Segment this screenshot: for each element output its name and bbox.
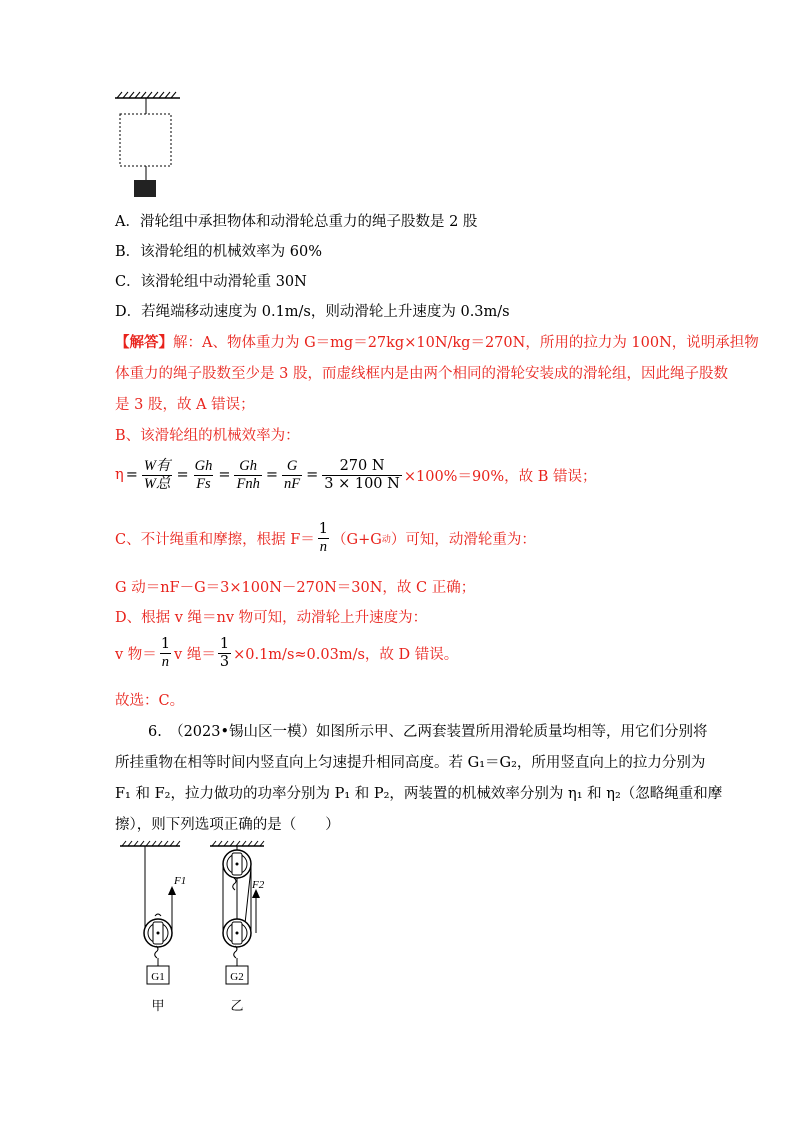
f2-label: F2: [252, 879, 265, 891]
pulley-box-figure: [110, 88, 190, 200]
answer-line-a1: [115, 331, 759, 352]
answer-line-a3: 是 3 股，故 A 错误；: [115, 397, 255, 413]
line-c-post: （G+G: [332, 531, 382, 548]
n: n: [319, 538, 327, 555]
g: G: [286, 458, 298, 474]
three: 3: [219, 653, 230, 670]
line-c-end: ）可知，动滑轮重为：: [390, 531, 536, 548]
line-c-pre: C、不计绳重和摩擦，根据 F＝: [115, 531, 315, 548]
answer-line-c: [115, 521, 536, 555]
answer-tag: 【解答】: [115, 334, 173, 351]
answer-line-d2: [115, 636, 458, 670]
line-d2-pre: v 物＝: [115, 646, 157, 663]
f1-label: F1: [174, 875, 187, 887]
pulley-figures: [112, 838, 312, 1016]
line-d2-mid: v 绳＝: [174, 646, 216, 663]
d300: 3 × 100 N: [324, 475, 400, 492]
answer-line-c2: G 动＝nF－G＝3×100N－270N＝30N，故 C 正确；: [115, 580, 476, 596]
n-2: n: [161, 653, 170, 670]
yi-label: 乙: [230, 999, 244, 1014]
answer-line-b: B、该滑轮组的机械效率为：: [115, 428, 300, 444]
line-d2-end: ×0.1m/s≈0.03m/s，故 D 错误。: [233, 646, 459, 663]
answer-text-a1: 解：A、物体重力为 G＝mg＝27kg×10N/kg＝270N，所用的拉力为 100N，说明承担物: [173, 335, 759, 351]
frac-gh-fs: [193, 458, 215, 492]
answer-final: 故选：C。: [115, 693, 185, 709]
option-c: C．该滑轮组中动滑轮重 30N: [115, 274, 307, 290]
option-d: D．若绳端移动速度为 0.1m/s，则动滑轮上升速度为 0.3m/s: [115, 304, 510, 320]
frac-gh-fnh: [234, 458, 261, 492]
g1-label: G1: [151, 971, 165, 983]
frac-w: [142, 458, 173, 492]
eta-symbol: η: [115, 467, 124, 484]
q6-line1: 6. （2023•锡山区一模）如图所示甲、乙两套装置所用滑轮质量均相等，用它们分别将: [148, 724, 708, 740]
g2-label: G2: [230, 971, 244, 983]
frac-one-three: [218, 636, 231, 670]
eq-end: ×100%＝90%，故 B 错误；: [403, 468, 597, 485]
frac-270: [322, 458, 402, 492]
one: 1: [318, 521, 328, 537]
q6-line2: 所挂重物在相等时间内竖直向上匀速提升相同高度。若 G₁＝G₂，所用竖直向上的拉力分别为: [115, 755, 706, 771]
frac-one-n: [317, 521, 330, 555]
answer-line-d: D、根据 v 绳＝nv 物可知，动滑轮上升速度为：: [115, 610, 428, 626]
efficiency-formula: η = $\frac{\text{W有}}{\text{W总}}$ = $\frac{Gh}{Fs}$ = $\frac{Gh}{\text{Fnh}}$ = $\frac{G}{nF}$ = $\frac{270 N}{3 \times 100 N}$ ×100%＝90%，故 B 错误；: [115, 458, 597, 492]
frac-one-n-2: [159, 636, 172, 670]
gh-2: Gh: [239, 458, 258, 474]
fs: Fs: [196, 475, 211, 492]
one-2: 1: [160, 636, 171, 652]
w-you: W有: [143, 458, 171, 474]
gh: Gh: [194, 458, 213, 474]
one-3: 1: [219, 636, 230, 652]
q6-line3: F₁ 和 F₂，拉力做功的功率分别为 P₁ 和 P₂，两装置的机械效率分别为 η₁ 和 η₂（忽略绳重和摩: [115, 786, 723, 802]
w-zong: W总: [143, 475, 171, 492]
jia-label: 甲: [151, 999, 165, 1014]
answer-line-a2: 体重力的绳子股数至少是 3 股，而虚线框内是由两个相同的滑轮安装成的滑轮组，因此绳子股数: [115, 366, 728, 382]
frac-g-nf: [282, 458, 302, 492]
fnh: Fnh: [236, 475, 260, 492]
option-b: B．该滑轮组的机械效率为 60%: [115, 244, 322, 260]
nf: nF: [284, 475, 301, 492]
option-a: A．滑轮组中承担物体和动滑轮总重力的绳子股数是 2 股: [115, 214, 478, 230]
line-c-sub: 动: [381, 534, 391, 545]
q6-line4: 擦），则下列选项正确的是（ ）: [115, 817, 340, 833]
n270: 270 N: [339, 458, 385, 474]
